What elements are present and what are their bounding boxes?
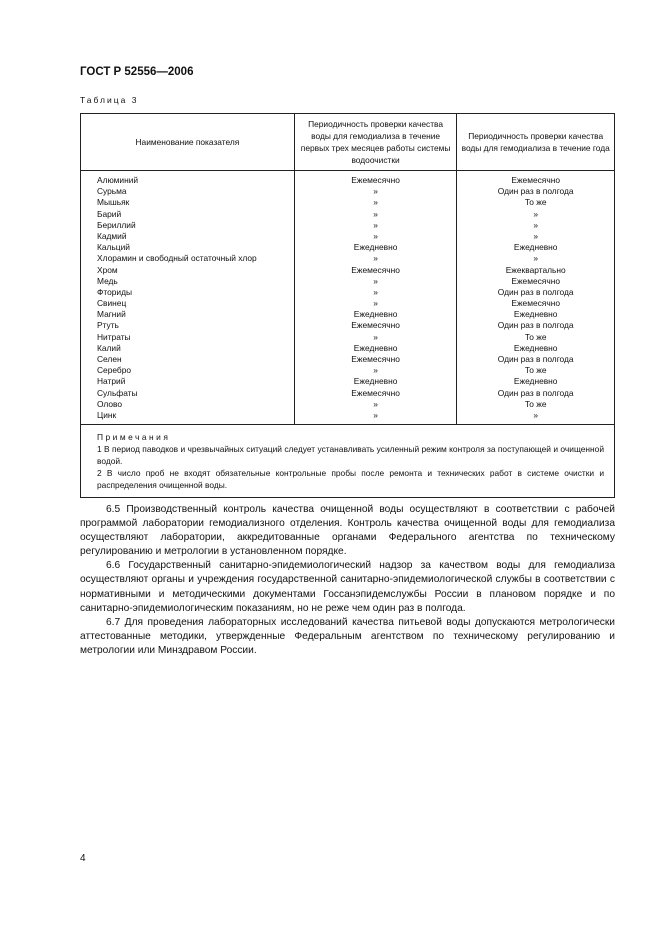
notes-title: Примечания — [97, 432, 171, 443]
indicator-name: Фториды — [97, 286, 133, 297]
indicator-name: Калий — [97, 342, 121, 353]
indicator-name: Кальций — [97, 242, 130, 253]
table-notes — [81, 425, 615, 498]
page-number: 4 — [80, 853, 86, 864]
first-three-months-column — [294, 171, 457, 425]
year-value: То же — [524, 365, 547, 376]
body-text — [80, 503, 615, 658]
indicator-name: Кадмий — [97, 230, 127, 241]
first-three-months-value: » — [373, 275, 378, 286]
year-value: » — [533, 230, 539, 241]
year-value: » — [533, 219, 539, 230]
first-three-months-value: Ежемесячно — [351, 354, 400, 364]
paragraph-6-6: 6.6 Государственный санитарно-эпидемиологический надзор за качеством воды для гемодиализа осуществляют органы и учреждения государственной санитарно-эпидемиологической службы в соответствии с нормативными и методическими документами Госсанэпидемслужбы России в плановом порядке и по санитарно-эпидемиологическим показаниям, но не реже чем один раз в полгода. — [80, 560, 615, 614]
first-three-months-value: Ежедневно — [353, 242, 398, 253]
indicator-name: Ртуть — [97, 320, 119, 331]
document-code: ГОСТ Р 52556—2006 — [80, 66, 194, 78]
year-value: » — [533, 208, 539, 219]
year-value: То же — [524, 197, 547, 208]
first-three-months-value: Ежемесячно — [351, 387, 400, 398]
year-value: Ежедневно — [513, 342, 558, 353]
year-value: » — [533, 253, 539, 264]
first-three-months-value: » — [373, 398, 378, 409]
indicator-name: Олово — [97, 398, 123, 409]
first-three-months-value: Ежедневно — [353, 309, 398, 320]
first-three-months-value: Ежемесячно — [351, 264, 400, 275]
year-value: То же — [524, 398, 547, 409]
year-value: То же — [524, 331, 547, 342]
year-value: Ежеквартально — [505, 264, 566, 275]
year-value: Один раз в полгода — [497, 320, 574, 331]
year-value: Один раз в полгода — [497, 286, 574, 297]
year-value: Ежедневно — [513, 376, 558, 387]
indicator-name: Селен — [97, 354, 122, 364]
first-three-months-value: » — [373, 208, 378, 219]
first-three-months-value: » — [373, 219, 378, 230]
first-three-months-value: » — [373, 409, 378, 420]
first-three-months-value: » — [373, 331, 378, 342]
table-caption: Таблица 3 — [80, 95, 139, 105]
indicators-table — [80, 113, 615, 498]
note-item: 2 В число проб не входят обязательные контрольные пробы после ремонта и технических работ в системе очистки и распределения очищенной воды. — [97, 468, 604, 491]
year-value: Ежемесячно — [511, 275, 560, 286]
year-value: » — [533, 409, 539, 420]
first-three-months-value: Ежемесячно — [351, 175, 400, 185]
indicator-name: Барий — [97, 208, 122, 219]
indicator-name: Хлорамин и свободный остаточный хлор — [97, 253, 257, 264]
first-three-months-value: Ежедневно — [353, 376, 398, 387]
indicator-name: Цинк — [97, 409, 117, 420]
year-value: Ежедневно — [513, 242, 558, 253]
paragraph-6-5: 6.5 Производственный контроль качества очищенной воды осуществляют в соответствии с рабочей программой лаборатории гемодиализного отделения. Контроль качества очищенной воды для гемодиализа осуществляют лаборатории, аккредитованные органами Федерального агентства по техническому регулированию и метрологии в установленном порядке. — [80, 504, 615, 558]
year-value: Ежедневно — [513, 309, 558, 320]
year-value: Один раз в полгода — [497, 354, 574, 364]
indicator-name: Алюминий — [97, 175, 139, 185]
first-three-months-value: » — [373, 298, 378, 309]
column-header-year: Периодичность проверки качества воды для гемодиализа в течение года — [457, 114, 615, 171]
paragraph-6-7: 6.7 Для проведения лабораторных исследований качества питьевой воды допускаются метрологически аттестованные методики, утвержденные Федеральным агентством по техническому регулированию и метрологии или Минздравом России. — [80, 616, 615, 656]
indicator-name: Хром — [97, 264, 118, 275]
indicator-names-column — [81, 171, 295, 425]
first-three-months-value: » — [373, 186, 378, 197]
year-value: Один раз в полгода — [497, 186, 574, 197]
first-three-months-value: » — [373, 230, 378, 241]
year-value: Ежемесячно — [511, 175, 560, 185]
indicator-name: Нитраты — [97, 331, 131, 342]
indicator-name: Сульфаты — [97, 387, 138, 398]
column-header-first-three-months: Периодичность проверки качества воды для гемодиализа в течение первых трех месяцев работы системы водоочистки — [294, 114, 457, 171]
column-header-indicator: Наименование показателя — [81, 114, 295, 171]
year-value: Ежемесячно — [511, 298, 560, 309]
note-item: 1 В период паводков и чрезвычайных ситуаций следует устанавливать усиленный режим контроля за поступающей и очищенной водой. — [97, 444, 604, 467]
indicator-name: Натрий — [97, 376, 126, 387]
first-three-months-value: Ежедневно — [353, 342, 398, 353]
first-three-months-value: Ежемесячно — [351, 320, 400, 331]
indicator-name: Бериллий — [97, 219, 136, 230]
indicator-name: Медь — [97, 275, 118, 286]
indicator-name: Свинец — [97, 298, 127, 309]
indicator-name: Серебро — [97, 365, 132, 376]
indicator-name: Мышьяк — [97, 197, 130, 208]
year-value: Один раз в полгода — [497, 387, 574, 398]
first-three-months-value: » — [373, 253, 378, 264]
year-column — [457, 171, 615, 425]
first-three-months-value: » — [373, 197, 378, 208]
first-three-months-value: » — [373, 286, 378, 297]
indicator-name: Сурьма — [97, 186, 127, 197]
indicator-name: Магний — [97, 309, 126, 320]
first-three-months-value: » — [373, 365, 378, 376]
